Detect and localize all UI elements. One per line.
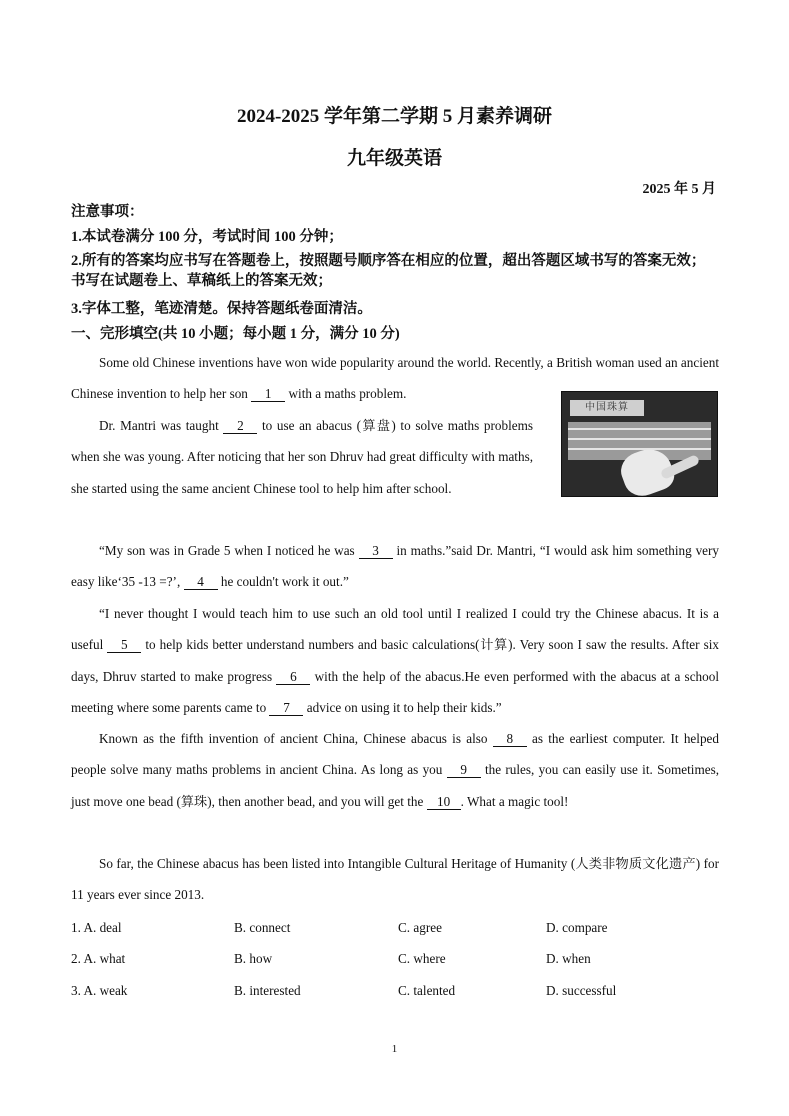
passage-paragraph-6: So far, the Chinese abacus has been listed into Intangible Cultural Heritage of Humanity (人类非物质文化遗产) for 11 years ever since 2013. [71,856,719,903]
blank-10: 10 [427,794,461,810]
notes-heading: 注意事项： [71,204,144,220]
blank-8: 8 [493,731,527,747]
blank-9: 9 [447,762,481,778]
section-title: 一、完形填空(共 10 小题；每小题 1 分，满分 10 分) [71,326,400,342]
blank-5: 5 [107,637,141,653]
passage-paragraph-4: “I never thought I would teach him to use such an old tool until I realized I could try the Chinese abacus. It is a useful 5 to help kids better understand numbers and basic calculations(计算). Very soon I saw the results. After six days, Dhruv started to make progress 6 with the help of the abacus.He even performed with the abacus at a school meeting where some parents came to 7 advice on using it to help their kids.” [71,606,719,715]
blank-7: 7 [269,700,303,716]
option-q1-c: C. agree [398,920,442,935]
option-q2-a: 2. A. what [71,951,126,966]
passage-paragraph-3: “My son was in Grade 5 when I noticed he was 3 in maths.”said Dr. Mantri, “I would ask him something very easy like‘35 -13 =?’, 4 he couldn't work it out.” [71,543,720,590]
passage-paragraph-1: Some old Chinese inventions have won wide popularity around the world. Recently, a British woman used an ancient Chinese invention to help her son 1 with a maths problem. [71,355,719,402]
option-q2-b: B. how [234,951,273,966]
option-q1-d: D. compare [546,920,608,935]
page-subtitle: 九年级英语 [346,148,442,169]
note-item-1: 1.本试卷满分 100 分，考试时间 100 分钟； [71,229,343,245]
blank-2: 2 [223,418,257,434]
blank-4: 4 [184,574,218,590]
page-number: 1 [391,1043,398,1055]
blank-1: 1 [251,386,285,402]
abacus-photo [561,391,718,497]
blank-3: 3 [359,543,393,559]
photo-sign: 中国珠算 [570,400,644,416]
option-q3-c: C. talented [398,983,456,998]
exam-date: 2025 年 5 月 [642,182,716,197]
option-q2-d: D. when [546,951,591,966]
passage-paragraph-2: Dr. Mantri was taught 2 to use an abacus (算盘) to solve maths problems when she was young. After noticing that her son Dhruv had great difficulty with maths, she started using the same ancient Chinese tool to help him after school. [71,418,533,496]
note-item-2: 2.所有的答案均应书写在答题卷上，按照题号顺序答在相应的位置，超出答题区域书写的答案无效；书写在试题卷上、草稿纸上的答案无效； [71,253,706,289]
option-q2-c: C. where [398,951,446,966]
passage-paragraph-5: Known as the fifth invention of ancient China, Chinese abacus is also 8 as the earliest computer. It helped people solve many maths problems in ancient China. As long as you 9 the rules, you can easily use it. Sometimes, just move one bead (算珠), then another bead, and you will get the 10 . What a magic tool! [71,731,719,809]
page-title: 2024-2025 学年第二学期 5 月素养调研 [236,106,553,127]
option-q1-b: B. connect [234,920,291,935]
option-q3-b: B. interested [234,983,301,998]
blank-6: 6 [276,669,310,685]
option-q3-a: 3. A. weak [71,983,128,998]
option-q3-d: D. successful [546,983,617,998]
option-q1-a: 1. A. deal [71,920,122,935]
note-item-3: 3.字体工整，笔迹清楚。保持答题纸卷面清洁。 [71,301,372,317]
